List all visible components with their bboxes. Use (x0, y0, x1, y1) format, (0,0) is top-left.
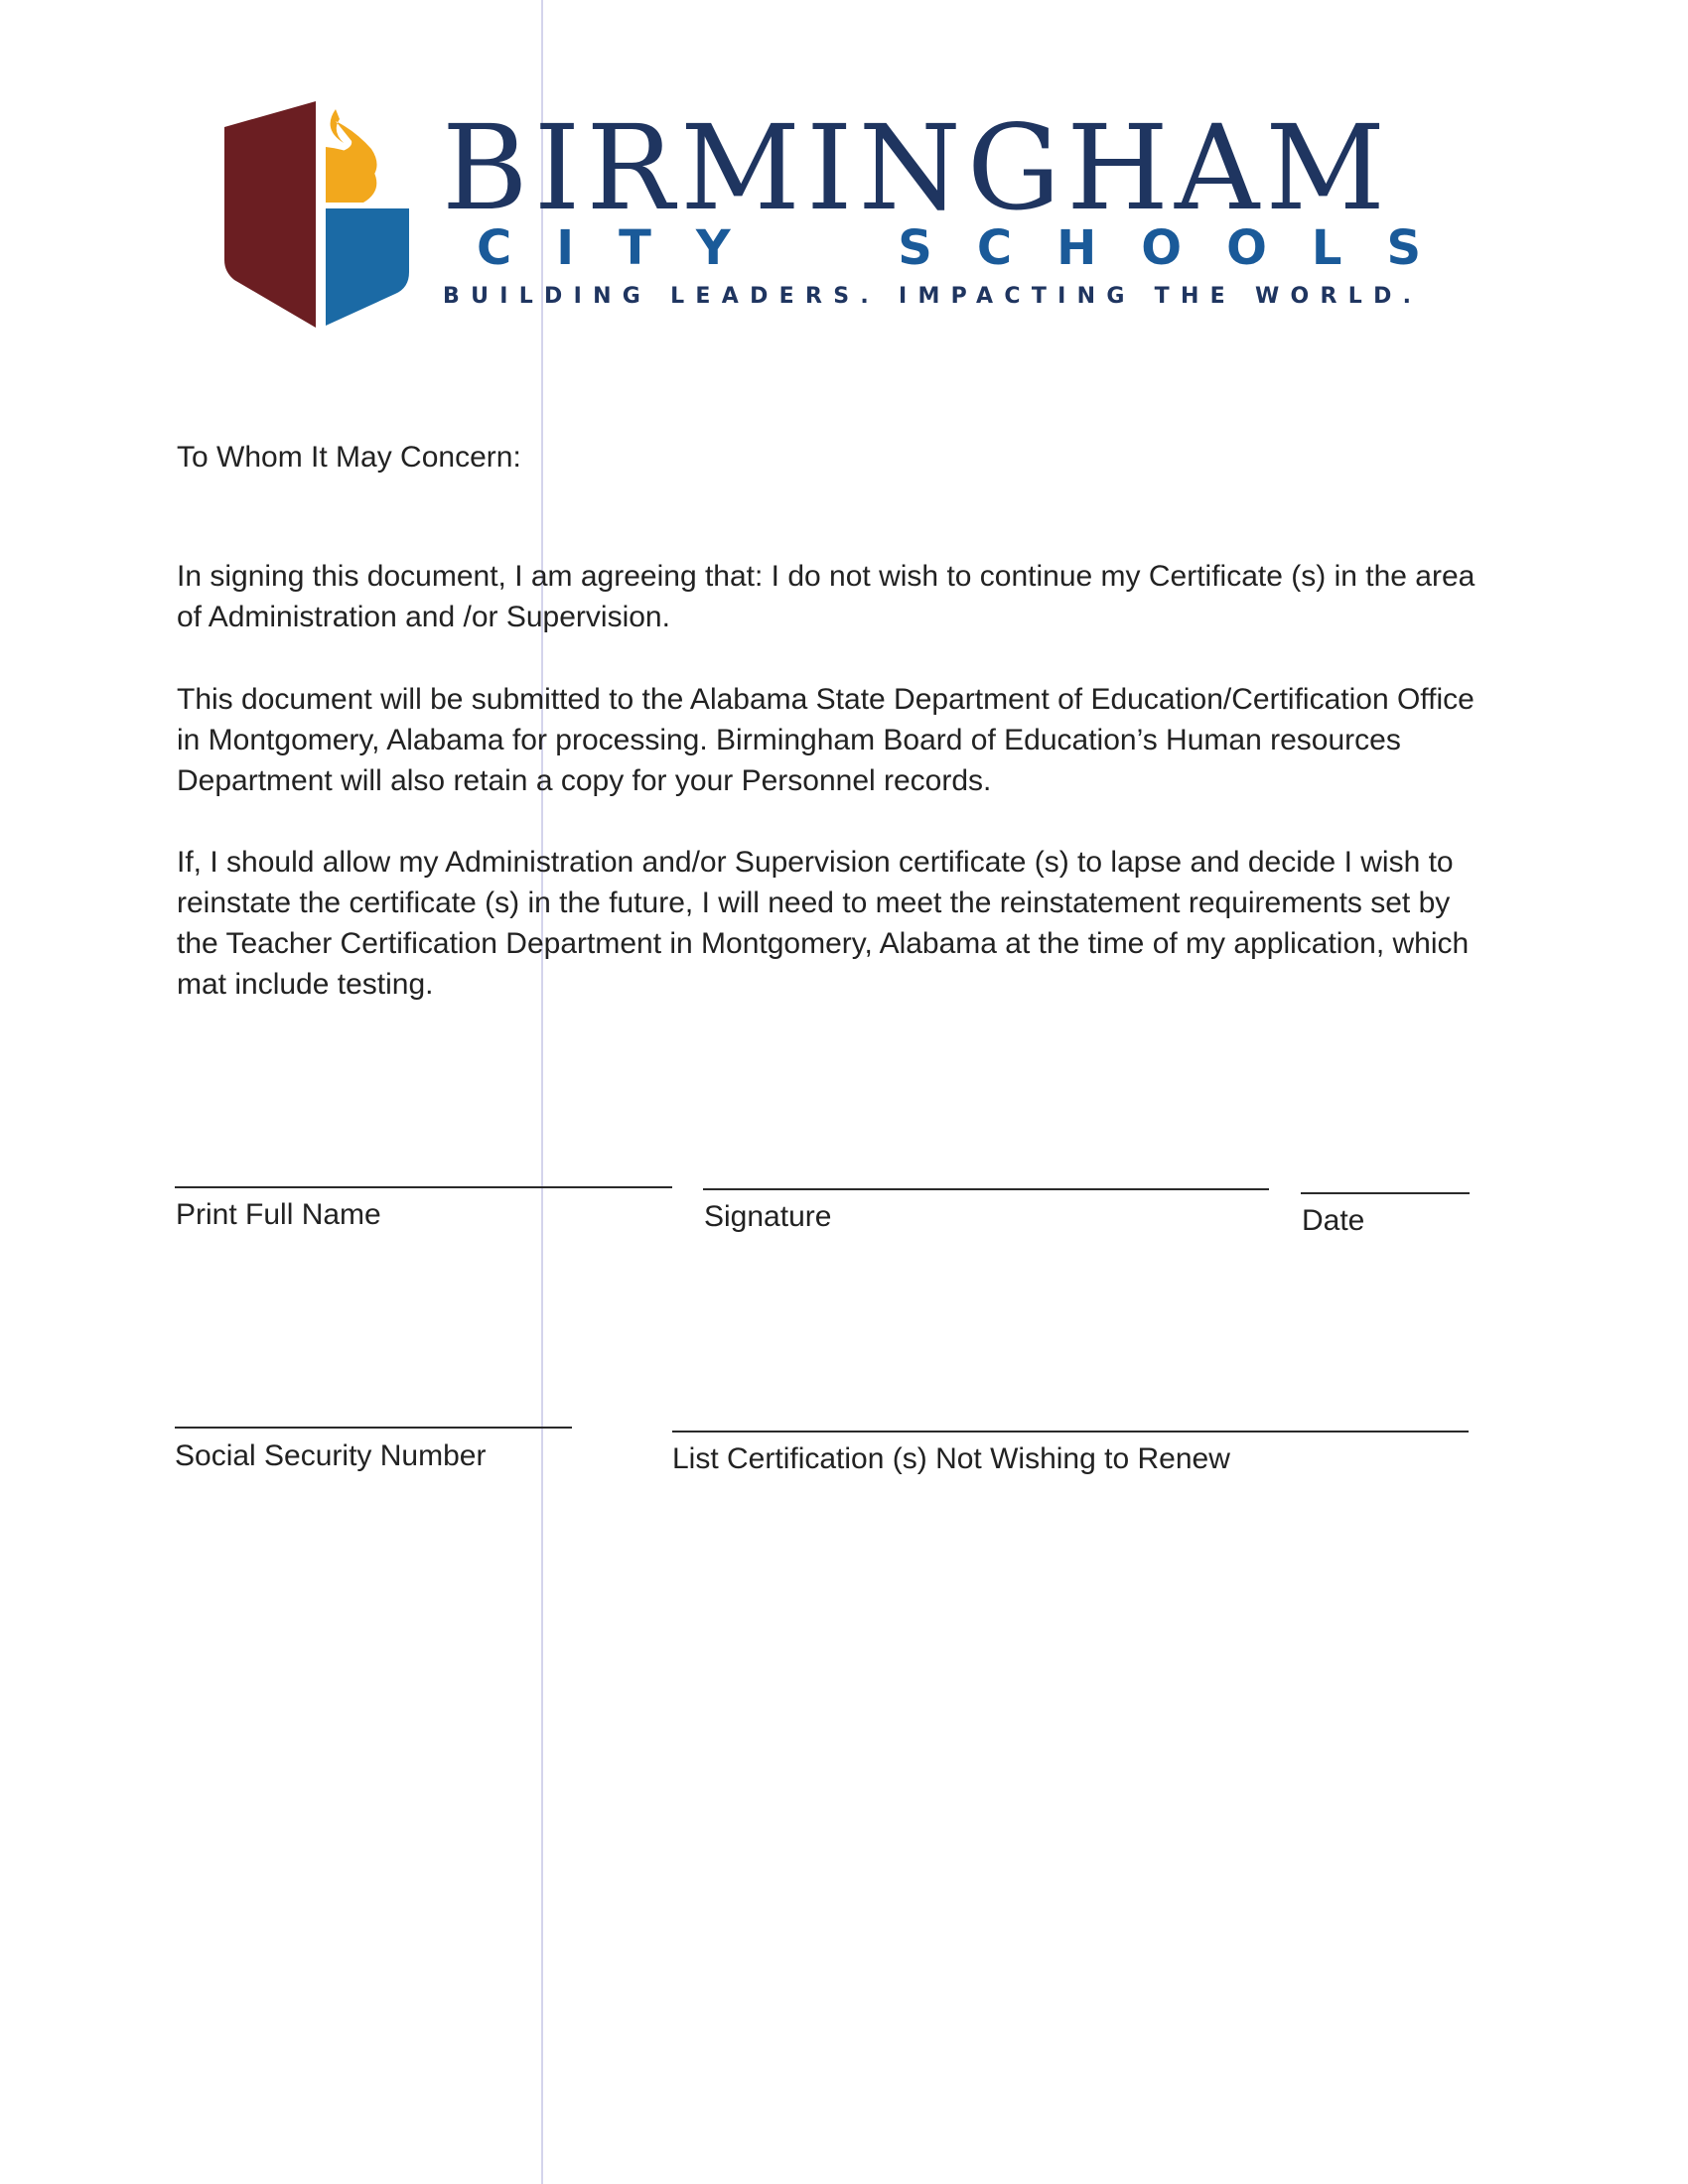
certifications-line[interactable] (672, 1431, 1469, 1433)
paragraph-reinstatement: If, I should allow my Administration and/or Supervision certificate (s) to lapse and decide I wish to reinstate the certificate (s) in the future, I will need to meet the reinstatement requirements set by the Teacher Certification Department in Montgomery, Alabama at the time of my application, which mat include testing. (177, 846, 1470, 1001)
date-label: Date (1302, 1204, 1365, 1237)
org-subname: CITY SCHOOLS (477, 220, 1467, 276)
ssn-line[interactable] (175, 1427, 572, 1429)
shield-flame-icon (326, 109, 377, 203)
paragraph-agreement: In signing this document, I am agreeing that: I do not wish to continue my Certificate (s) in the area of Administration and /or Supervision. (177, 560, 1476, 633)
salutation: To Whom It May Concern: (177, 441, 521, 474)
signature-line[interactable] (703, 1188, 1269, 1190)
print-name-label: Print Full Name (176, 1198, 381, 1231)
shield-blue-panel (326, 208, 409, 326)
shield-maroon-panel (224, 101, 316, 328)
scan-artifact-line (541, 0, 543, 2184)
date-line[interactable] (1301, 1192, 1470, 1194)
certifications-label: List Certification (s) Not Wishing to Renew (672, 1442, 1230, 1475)
print-name-line[interactable] (175, 1186, 672, 1188)
school-shield-logo (224, 101, 409, 328)
signature-label: Signature (704, 1200, 832, 1233)
ssn-label: Social Security Number (175, 1439, 487, 1472)
org-name: BIRMINGHAM (442, 99, 1392, 236)
paragraph-submission: This document will be submitted to the Alabama State Department of Education/Certification Office in Montgomery, Alabama for processing. Birmingham Board of Education’s Human resources Department will also retain a copy for your Personnel records. (177, 683, 1475, 797)
org-tagline: BUILDING LEADERS. IMPACTING THE WORLD. (443, 284, 1423, 309)
